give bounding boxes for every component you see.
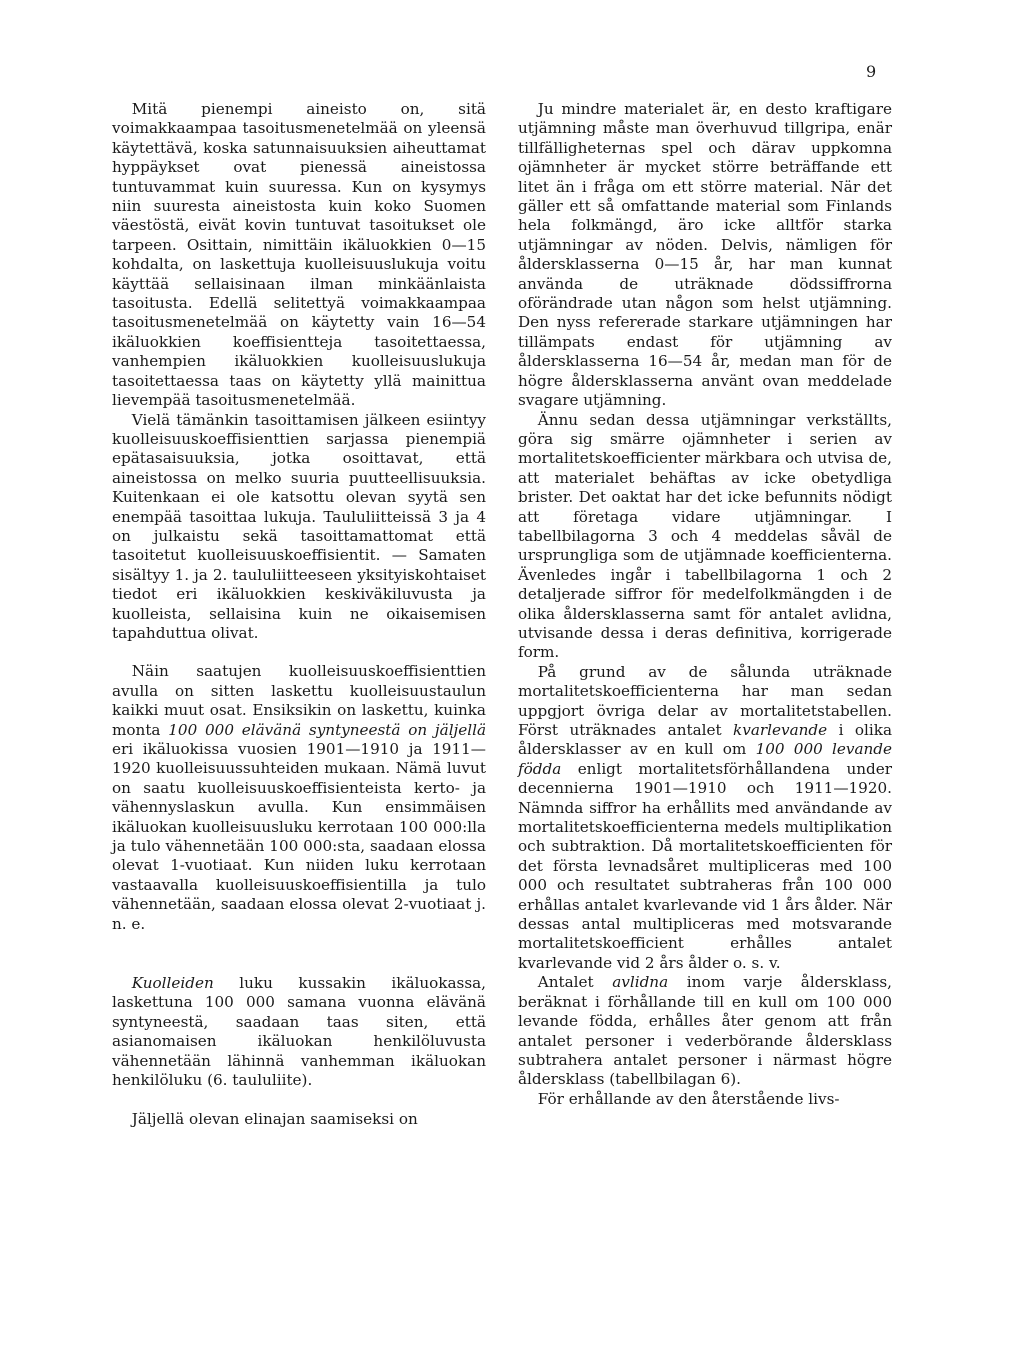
text-run: luku kussakin ikäluokassa, laskettuna 100 000 samana vuonna elävänä syntyneestä, saadaan taas siten, että asianomaisen ikäluokan henkilöluvusta vähennetään lähinnä vanhemman ikäluokan henkilöluku (6. taululiite). [112,974,487,1090]
paragraph: Jäljellä olevan elinajan saamiseksi on [131,1109,418,1128]
text-run: eri ikäluokissa vuosien 1901—1910 ja 1911—1920 kuolleisuussuhteiden mukaan. Nämä luvut on saatu kuolleisuuskoeffisienteista kerto- ja vähennyslaskun avulla. Kun ensimmäisen ikäluokan kuolleisuusluku kerrotaan 100 000:lla ja tulo vähennetään 100 000:sta, saadaan elossa olevat 1-vuotiaat. Kun niiden luku kerrotaan vastaavalla kuolleisuuskoeffisientilla ja tulo vähennetään, saadaan elossa olevat 2-vuotiaat j. n. e. [112,740,486,933]
emphasis-text: kvarlevande [733,721,828,739]
paragraph [518,973,892,1089]
text-run: Näin saatujen kuolleisuuskoeffisienttien avulla on sitten laskettu kuolleisuustaulun kaikki muut osat. Ensiksikin on laskettu, kuinka monta [112,662,486,739]
paragraph [518,663,892,974]
finnish-column [112,100,486,1129]
paragraph: Mitä pienempi aineisto on, sitä voimakkaampaa tasoitusmenetelmää on yleensä käytettävä, koska satunnaisuuksien aiheuttamat hyppäykset ovat pienessä aineistossa tuntuvammat kuin suuressa. Kun on kysymys niin suuresta aineistosta kuin koko Suomen väestöstä, eivät kovin tuntuvat tasoitukset ole tarpeen. Osittain, nimittäin ikäluokkien 0—15 kohdalta, on laskettuja kuolleisuuslukuja voitu käyttää sellaisinaan ilman minkäänlaista tasoitusta. Edellä selitettyä voimakkaampaa tasoitusmenetelmää on käytetty vain 16—54 ikäluokkien koeffisientteja tasoitettaessa, vanhempien ikäluokkien kuolleisuuslukuja tasoitettaessa taas on käytetty yllä mainittua lievempää tasoitusmenetelmää. [112,100,486,410]
paragraph [112,974,486,1090]
text-run: Antalet [537,973,594,992]
emphasis-text: Kuolleiden [131,974,214,993]
paragraph: Vielä tämänkin tasoittamisen jälkeen esiintyy kuolleisuuskoeffisienttien sarjassa pienempiä epätasaisuuksia, jotka osoittavat, että aineistossa on melko suuria puutteellisuuksia. Kuitenkaan ei ole katsottu olevan syytä sen enempää tasoittaa lukuja. Taululiitteissä 3 ja 4 on julkaistu sekä tasoittamattomat että tasoitetut kuolleisuuskoeffisientit. — Samaten sisältyy 1. ja 2. taululiitteeseen yksityiskohtaiset tiedot eri ikäluokkien keskiväkiluvusta ja kuolleista, sellaisina kuin ne oikaisemisen tapahduttua olivat. [112,410,486,642]
text-run: i olika åldersklasser av en kull om [518,721,892,759]
page-number: 9 [866,62,877,81]
text-run: enligt mortalitetsförhållandena under decennierna 1901—1910 och 1911—1920. Nämnda siffror ha erhållits med användande av mortalitetskoefficienterna medels multiplikation och subtraktion. Då mortalitetskoefficienten för det första levnadsåret multipliceras med 100 000 och resultatet subtraheras från 100 000 erhållas antalet kvarlevande vid 1 års ålder. När dessas antal multipliceras med motsvarande mortalitetskoefficient erhålles antalet kvarlevande vid 2 års ålder o. s. v. [518,759,892,972]
paragraph: Ju mindre materialet är, en desto kraftigare utjämning måste man överhuvud tillgripa, enär tillfälligheternas spel och därav uppkomna ojämnheter är mycket större beträffande ett litet än i fråga om ett större material. När det gäller ett så omfattande material som Finlands hela folkmängd, äro icke alltför starka utjämningar av nöden. Delvis, nämligen för åldersklasserna 0—15 år, har man kunnat använda de uträknade dödssiffrorna oförändrade utan någon som helst utjämning. Den nyss refererade starkare utjämningen har tillämpats endast för utjämning av åldersklasserna 16—54 år, medan man för de högre åldersklasserna använt ovan meddelade svagare utjämning. [518,100,892,410]
paragraph [112,662,486,934]
text-run: På grund av de sålunda uträknade mortalitetskoefficienterna har man sedan uppgjort övriga delar av mortalitetstabellen. Först uträknades antalet [518,662,892,739]
swedish-column [518,100,892,1109]
emphasis-text: 100 000 levande födda [518,740,893,778]
emphasis-text: 100 000 elävänä syntyneestä on jäljellä [168,720,487,739]
paragraph: Ännu sedan dessa utjämningar verkställts, göra sig smärre ojämnheter i serien av mortalitetskoefficienter märkbara och utvisa de, att materialet behäftas av icke obetydliga brister. Det oaktat har det icke befunnits nödigt att företaga vidare utjämningar. I tabellbilagorna 3 och 4 meddelas såväl de ursprungliga som de utjämnade koefficienterna. Ävenledes ingår i tabellbilagorna 1 och 2 detaljerade siffror för medelfolkmängden i de olika åldersklasserna samt för antalet avlidna, utvisande dessa i deras definitiva, korrigerade form. [518,410,892,662]
paragraph: För erhållande av den återstående livs- [537,1089,840,1108]
text-run: inom varje åldersklass, beräknat i förhållande till en kull om 100 000 levande födda, erhålles åter genom att från antalet personer i vederbörande åldersklass subtrahera antalet personer i närmast högre åldersklass (tabellbilagan 6). [518,973,893,1089]
emphasis-text: avlidna [612,973,669,992]
